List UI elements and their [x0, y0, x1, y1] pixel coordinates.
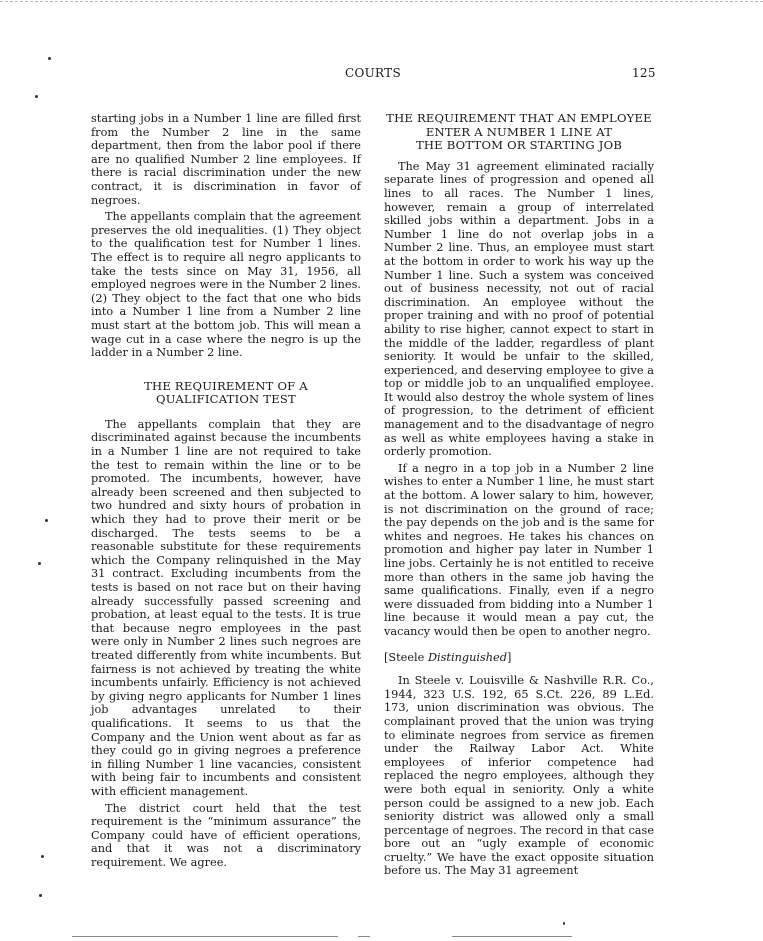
body-paragraph: If a negro in a top job in a Number 2 line wishes to enter a Number 1 line, he must start at the bottom. A lower salary to him, however, is not discrimination on the ground of race; the pay depends on the job and is the same for whites and negroes. He takes his chances on promotion and higher pay later in Number 1 line jobs. Certainly he is not entitled to receive more than others in the same job having the same qualifications. Finally, even if a negro were dissuaded from bidding into a Number 1 line because it would mean a pay cut, the vacancy would then be open to another negro. [384, 461, 654, 638]
subheading-prefix: [Steele [384, 650, 428, 664]
section-heading-qualification-test [91, 380, 361, 407]
section-heading-line: THE BOTTOM OR STARTING JOB [415, 138, 623, 153]
section-heading-line: QUALIFICATION TEST [156, 392, 296, 407]
body-paragraph: The district court held that the test requirement is the “minimum assurance” the Company could have of efficient operations, and that it was not a discriminatory requirement. We agree. [91, 801, 361, 869]
scan-bottom-rule [358, 936, 370, 937]
section-heading-line: THE REQUIREMENT THAT AN EMPLOYEE [386, 111, 652, 125]
section-heading-line: THE REQUIREMENT OF A [144, 378, 308, 393]
running-head [0, 66, 763, 82]
scan-speck [45, 519, 48, 522]
page-number: 125 [632, 66, 656, 80]
body-paragraph: The appellants complain that the agreement preserves the old inequalities. (1) They object to the qualification test for Number 1 lines. The effect is to require all negro applicants to take the tests since on May 31, 1956, all employed negroes were in the Number 2 lines. (2) They object to the fact that one who bids into a Number 1 line from a Number 2 line must start at the bottom job. This will mean a wage cut in a case where the negro is up the ladder in a Number 2 line. [91, 210, 361, 360]
section-heading-starting-job [384, 112, 654, 153]
subheading-steele-distinguished [384, 651, 654, 665]
scan-speck [41, 855, 44, 858]
subheading-italic: Distinguished [427, 650, 507, 664]
scan-speck [35, 95, 38, 98]
scan-speck [39, 894, 42, 897]
scan-bottom-rule [72, 936, 338, 937]
scan-top-edge [0, 1, 763, 2]
scan-speck [48, 57, 51, 60]
section-heading-line: ENTER A NUMBER 1 LINE AT [425, 124, 613, 139]
body-paragraph: starting jobs in a Number 1 line are filled first from the Number 2 line in the same department, then from the labor pool if there are no qualified Number 2 line employees. If there is racial discrimination under the new contract, it is discrimination in favor of negroes. [91, 112, 361, 207]
scan-bottom-rule [452, 936, 572, 937]
right-column [384, 112, 654, 878]
subheading-suffix: ] [506, 650, 512, 664]
body-paragraph: The appellants complain that they are discriminated against because the incumbents in a Number 1 line are not required to take the test to remain within the line or to be promoted. The incumbents, however, have already been screened and then subjected to two hundred and sixty hours of probation in which they had to prove their merit or be discharged. The tests seems to be a reasonable substitute for these requirements which the Company relinquished in the May 31 contract. Excluding incumbents from the tests is based on not race but on their having already successfully passed screening and probation, at least equal to the tests. It is true that because negro employees in the past were only in Number 2 lines such negroes are treated differently from white incumbents. But fairness is not achieved by treating the white incumbents unfairly. Efficiency is not achieved by giving negro applicants for Number 1 lines job advantages unrelated to their qualifications. It seems to us that the Company and the Union went about as far as they could go in giving negroes a preference in filling Number 1 line vacancies, consistent with being fair to incumbents and consistent with efficient management. [91, 417, 361, 798]
scan-speck [38, 562, 41, 565]
scan-speck [563, 922, 565, 925]
body-paragraph: The May 31 agreement eliminated racially separate lines of progression and opened all lines to all races. The Number 1 lines, however, remain a group of interrelated skilled jobs within a department. Jobs in a Number 1 line do not overlap jobs in a Number 2 line. Thus, an employee must start at the bottom in order to work his way up the Number 1 line. Such a system was conceived out of business necessity, not out of racial discrimination. An employee without the proper training and with no proof of potential ability to rise higher, cannot expect to start in the middle of the ladder, regardless of plant seniority. It would be unfair to the skilled, experienced, and deserving employee to give a top or middle job to an unqualified employee. It would also destroy the whole system of lines of progression, to the detriment of efficient management and to the disadvantage of negro as well as white employees having a stake in orderly promotion. [384, 159, 654, 459]
running-head-title: COURTS [345, 66, 401, 80]
left-column [91, 112, 361, 869]
body-paragraph: In Steele v. Louisville & Nashville R.R. Co., 1944, 323 U.S. 192, 65 S.Ct. 226, 89 L.Ed. 173, union discrimination was obvious. The complainant proved that the union was trying to eliminate negroes from service as firemen under the Railway Labor Act. White employees of inferior competence had replaced the negro employees, although they were both equal in seniority. Only a white person could be assigned to a new job. Each seniority district was allowed only a small percentage of negroes. The record in that case bore out an “ugly example of economic cruelty.” We have the exact opposite situation before us. The May 31 agreement [384, 674, 654, 878]
